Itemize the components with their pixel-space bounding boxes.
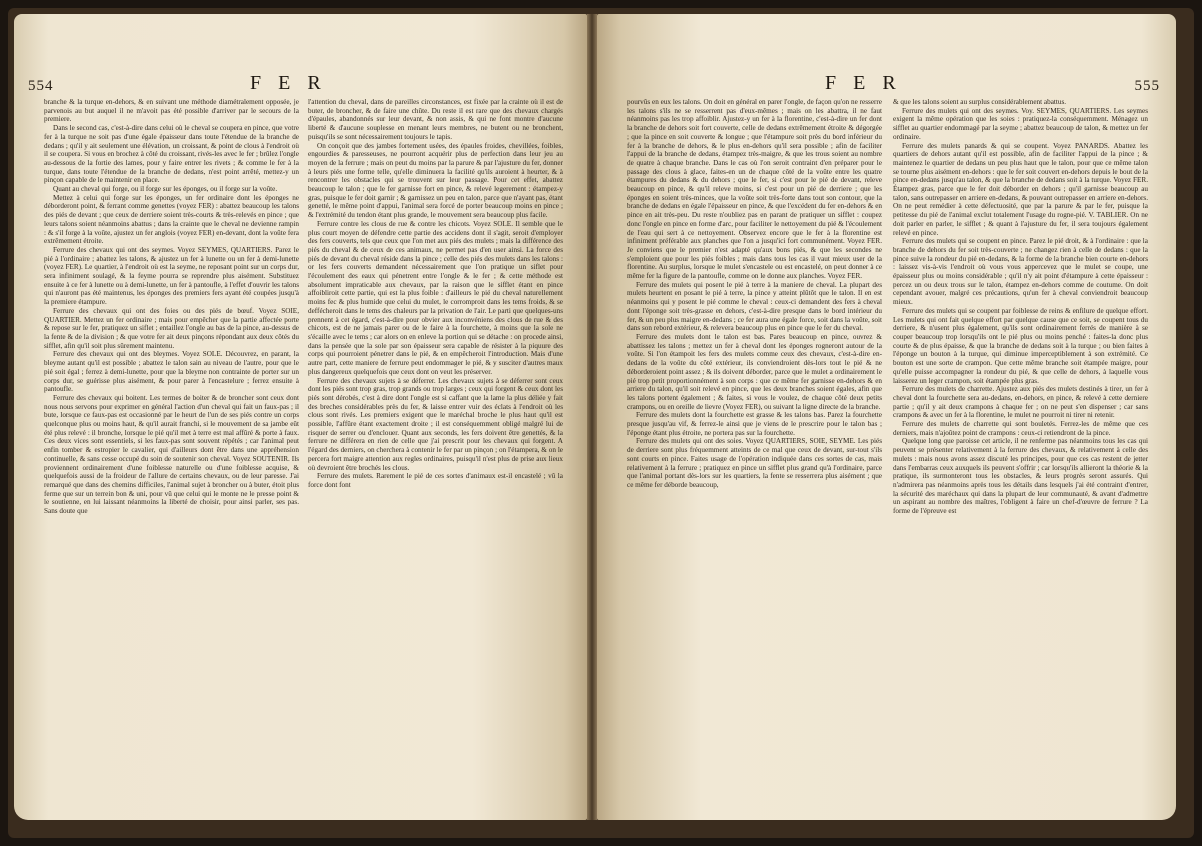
paragraph: Ferrure des mulets qui posent le pié à terre à la maniere de cheval. La plupart des mulets heurtent en posant le pié à terre, la pince y atteint plûtôt que le talon. Il en est néanmoins qui y posent le pié comme le cheval : ceux-ci demandent des fers à cheval dont l'éponge soit très-grasse en dehors, c'est-à-dire presque dans le bord intérieur du fer, & un peu plus maigre en-dedans ; ce fer aura une égale force, soit dans la voûte, soit dans son rebord extérieur, & relevera beaucoup plus en pince que le fer du cheval.	[627, 280, 882, 333]
paragraph: l'attention du cheval, dans de pareilles circonstances, est fixée par la crainte où il est de buter, de broncher, & de faire une chûte. Du reste il est rare que des chevaux chargés d'épaules, abandonnés sur leur devant, & non assis, & qui ne font montre d'aucune liberté & d'aucune souplesse en menant leurs membres, ne butent ou ne bronchent, puisqu'ils se sont nécessairement toujours le tapis.	[308, 98, 563, 141]
paragraph: Quelque long que paroisse cet article, il ne renferme pas néanmoins tous les cas qui peuvent se présenter relativement à la ferrure des chevaux, & relativement à celle des mulets : mais nous avons assez discuté les principes, pour que ces cas restent de jetter dans l'embarras ceux auxquels ils peuvent s'offrir ; car lorsqu'ils allieront la théorie & la pratique, ils surmonteront tous les obstacles, & leurs progrès seront assurés. Qui n'admirera pas néanmoins après tous les détails dans lesquels j'ai été contraint d'entrer, la sécurité des maréchaux qui dans la plupart de leur communauté, & avant d'admettre un aspirant au nombre des maîtres, l'obligent à faire un chef-d'œuvre de ferrure ? La forme de l'épreuve est	[893, 437, 1148, 516]
paragraph: On conçoit que des jambes fortement usées, des épaules froides, chevillées, foibles, engourdies & paresseuses, ne pourront acquérir plus de perfection dans leur jeu au moyen de la ferrure ; mais on peut du moins par la parure & par l'ajusture du fer, donner à leurs piés une forme telle, qu'elle diminuera la facilité qu'ils auroient à heurter, & à rencontrer les obstacles qui se trouvent sur leur passage. Pour cet effet, abattez beaucoup le talon ; que le fer garnisse fort en pince, & relevé legerement : étampez-y gras, puisque le fer doit garnir ; & garnissez un peu en talon, parce que n'ayant pas, étant genetté, le même point d'appui, l'animal sera forcé de porter beaucoup moins en pince ; & l'extrémité du tendon étant plus grande, le mouvement sera beaucoup plus facile.	[308, 141, 563, 220]
paragraph: Ferrure des mulets panards & qui se coupent. Voyez PANARDS. Abattez les quartiers de dehors autant qu'il est possible, afin de faciliter l'appui de la pince ; & maintenez le quartier de dedans un peu plus haut que le talon, pour que ce même talon se tourne plus aisément en-dehors : que le fer soit couvert en-dehors depuis le bout de la pince en-dedans jusqu'au talon, & que la branche de dedans soit à la turque. Voyez FER. Étampez gras, parce que le fer doit déborder en dehors ; qu'il garnisse beaucoup au talon, sans outrepasser en arriere en-dedans, & pouvant outrepasser en arriere en-dehors. On ne peut remédier à cette défectuosité, que par la parure & par le fer, puisque la petitesse du pié de l'animal exclut totalement l'usage du rogne-pié. V. TABLIER. On ne doit parler en parler, le sifflet ; & quant à l'ajusture du fer, il sera toujours également relevé en pince.	[893, 141, 1148, 237]
text-column-1	[627, 98, 882, 810]
running-head: F E R	[825, 72, 902, 94]
paragraph: Dans le second cas, c'est-à-dire dans celui où le cheval se coupera en pince, que votre fer à la turque ne soit pas d'une égale épaisseur dans toute l'étendue de la branche de dedans ; qu'il y ait seulement une élévation, un croissant, & point de clous à l'endroit où il se coupera. Si vous en brochez à côté du croissant, rivés-les avec le fer ; brûlez l'ongle au-dessous de la fortie des lames, pour y faire entrer les rivets ; & comme le fer à la turque, dans toute l'étendue de la branche de dedans, n'est point arrêté, mettez-y un pinçon capable de le maintenir en place.	[44, 124, 299, 185]
book-gutter	[587, 14, 597, 820]
text-column-1	[44, 98, 299, 810]
paragraph: Ferrure des mulets dont le talon est bas. Pares beaucoup en pince, ouvrez & abattissez les talons ; mettez un fer à cheval dont les éponges rogneront autour de la voûte. Si l'on étampoit les fers des mulets comme ceux des chevaux, c'est-à-dire en-dedans de la voûte du côté extérieur, ils conviendroient dès-lors tout le pié & ne déborderoient point assez ; & ils doivent déborder, parce que le mulet a ordinairement le pié trop petit proportionnément à son corps : que ce même fer garnisse en-dehors & en arriere du talon, qu'il soit relevé en pince, que les deux branches soient égales, afin que les talons portent également ; & faites, si vous le voulez, de chaque côté deux petits crampons, ou en oreille de lievre (Voyez FER), ou suivant la ligne directe de la branche.	[627, 332, 882, 411]
paragraph: Ferrure des mulets de charrette qui sont bouletés. Ferrez-les de même que ces derniers, mais n'ajoûtez point de crampons : ceux-ci retiendront de la pince.	[893, 420, 1148, 437]
paragraph: Ferrure des mulets qui se coupent par foiblesse de reins & enfilure de quelque effort. Les mulets qui ont fait quelque effort par quelque cause que ce soit, se coupent tous du derriere, & n'usent plus également, qu'ils sont ordinairement ferrés de manière à se couper beaucoup trop lorsqu'ils ont le pié plus ou moins penché : faites-la donc plus courte & de plus épaisse, & que la branche de dedans soit à la turque ; ou bien faites à l'éponge un bouton à la turque, qui diminue imperceptiblement à son extrémité. Ce bouton est une sorte de crampon. Que cette même branche soit étampée maigre, pour qu'elle puisse accompagner la rondeur du pié, & que celle de dehors, à laquelle vous laisserez un leger crampon, soit étampée plus gras.	[893, 306, 1148, 385]
running-head: F E R	[250, 72, 327, 94]
paragraph: Ferrure contre les clous de rue & contre les chicots. Voyez SOLE. Il semble que le plus court moyen de défendre cette partie des accidens dont il s'agit, seroit d'employer des fers couverts, tels que ceux que l'on met aux piés des mulets ; mais la différence des piés du cheval & de ceux de ces animaux, ne permet pas d'en user ainsi. La force des piés de devant du cheval réside dans la pince ; celle des piés des mulets dans les talons : or les fers couverts demandent nécessairement que l'on pratique un siflet pour l'écoulement des eaux qui pénetrent entre l'ongle & le fer ; & cette méthode est absolument impraticable aux chevaux, par la raison que le sifflet étant en pince affoibliroit cette partie, qui est la plus foible : d'ailleurs le pié du cheval naturellement moins fec & plus humide que celui du mulet, le corromproit dans les tems froids, & se deffécheroit dans le tems des chaleurs par la privation de l'air. Le parti que quelques-uns prennent à cet égard, c'est-à-dire pour obvier aux inconvéniens des clous de rue & des chicots, est de ne jamais parer ou de le faire à la fourchette, à moins que la sole ne s'écaille avec le tems ; car alors on en enleve la portion qui se détache : on procede ainsi, dans la pensée que la sole par son épaisseur sera capable de résister à la piquure des corps qui pourroient pénetrer dans le pié, & en empêcheroit l'introduction. Mais d'une autre part, cette maniere de ferrure peut endommager le pié, & y susciter d'autres maux plus dangereux quelquefois que ceux dont on veut les préserver.	[308, 219, 563, 376]
paragraph: branche & la turque en-dehors, & en suivant une méthode diamétralement opposée, je parvenois au but auquel il ne m'avoit pas été possible d'arriver par le secours de la premiere.	[44, 98, 299, 124]
paragraph: & que les talons soient au surplus considérablement abattus.	[893, 98, 1067, 106]
paragraph: Ferrure des mulets dont la fourchette est grasse & les talons bas. Parez la fourchette presque jusqu'au vif, & ferrez-le ainsi que je viens de le prescrire pour le talon bas ; l'éponge étant plus étroite, ne portera pas sur la fourchette.	[627, 411, 882, 437]
paragraph: Ferrure des chevaux sujets à se déferrer. Les chevaux sujets à se déferrer sont ceux dont les piés sont trop gras, trop grands ou trop larges ; ceux qui forgent & ceux dont les piés sont dérobés, c'est à dire dont l'ongle est si caffant que la lame la plus déliée y fait des breches considérables près du fer, & laisse entrer vuir des éclats à l'endroit où les clous sont rivés. Les premiers exigent que le maréchal broche le plus haut qu'il est possible, l'affûre étant exactement droite ; il est conséquemment obligé malgré lui de risquer de serrer ou d'enclouer. Quant aux seconds, les fers doivent être genettés, & la ferrure ne différera en rien de celle que j'ai prescrit pour les chevaux qui forgent. A l'égard des derniers, on cherchera à contenir le fer par un pinçon ; on l'étampera, & on le percera fort maigre attention aux regles ordinaires, puisqu'il n'est plus de prise aux lieux où devroient être brochés les clous.	[308, 376, 563, 472]
page-number: 554	[28, 78, 54, 94]
paragraph: Ferrure des mulets qui ont des soies. Voyez QUARTIERS, SOIE, SEYME. Les piés de derriere sont plus fréquemment atteints de ce mal que ceux de devant, sur-tout s'ils sont courts en pince. Faites usage de l'opération indiquée dans ces sortes de cas, mais relativement à la ferrure ; pratiquez en pince un sifflet plus grand qu'à l'ordinaire, parce que l'animal portant dès-lors sur les quartiers, la fente se resserrera plus aisément ; que ce même fer déborde beaucoup,	[627, 437, 882, 489]
left-page	[14, 14, 587, 820]
paragraph: Ferrure des chevaux qui ont des bleymes. Voyez SOLE. Découvrez, en parant, la bleyme autant qu'il est possible ; abattez le talon sain au niveau de l'autre, pour que le pié soit égal ; ferrez à demi-lunette, pour que la bleyme non contrainte de porter sur un corps dur, se guérisse plus aisément, & pour parer à l'encastelure ; ferrez ensuite à pantoufle.	[44, 350, 299, 394]
paragraph: Mettez à celui qui forge sur les éponges, un fer ordinaire dont les éponges ne déborderont point, & ferrant comme genettes (voyez FER) : abattez beaucoup les talons des piés de devant ; que ceux de derriere soient très-courts & très-relevés en pince ; que leurs talons soient néanmoins abattus ; dans la crainte que le cheval ne devienne rampin : & s'il forge à la voûte, ajustez un fer anglois (voyez FER) en-devant, dont la voûte fera extrêmement étroite.	[44, 193, 299, 246]
paragraph: Ferrure des chevaux qui ont des seymes. Voyez SEYMES, QUARTIERS. Parez le pié à l'ordinaire ; abattez les talons, & ajustez un fer à lunette ou un fer à demi-lunette (voyez FER). Le quartier, à l'endroit où est la seyme, ne reposant point sur un corps dur, sera infiniment soulagé, & la feyme pourra se reprendre plus aisément. Substituez ensuite à ce fer à lunette ou à demi-lunette, un fer à pantoufle, à l'effet d'ouvrir les talons qui n'auront pas été maintenus, les éponges des premiers fers ayant été coupées jusqu'à la premiere étampure.	[44, 245, 299, 307]
paragraph: Ferrure des chevaux qui ont des foies ou des piés de bœuf. Voyez SOIE, QUARTIER. Mettez un fer ordinaire ; mais pour empêcher que la partie affectée porte & repose sur le fer, pratiquez un siflet ; entaillez l'ongle au bas de la pince, au-dessus de la fente & de la division ; & que votre fer ait deux pinçons répondant aux deux côtés du sifflet, afin qu'il soit plus sûrement maintenu.	[44, 306, 299, 350]
paragraph: Ferrure des chevaux qui boitent. Les termes de boiter & de broncher sont ceux dont nous nous servons pour exprimer en général l'action d'un cheval qui fait un faux-pas ; il bute, lorsque ce faux-pas est occasionné par le heurt de l'un de ses piés contre un corps quelconque plus ou moins haut, & qu'il aurait franchi, si le mouvement de sa jambe eût été plus relevé : il bronche, lorsque le pié qu'il met à terre est mal affûré & porte à faux. Ces deux vices sont essentiels, si les faux-pas sont souvent répétés ; car l'animal peut enfin tomber & estropier le cavalier, qui d'ailleurs dont être dans une appréhension continuelle, & sans cesse occupé du soin de soutenir son cheval. Voyez SOUTENIR. Ils proviennent ordinairement d'une foiblesse naturelle ou d'une foiblesse acquise, & quelquefois aussi de la froideur de l'allure de certains chevaux, ou de leur paresse. J'ai remarqué que dans des chemins difficiles, l'animal sujet à broncher ou à buter, étoit plus ferme que sur un terrein bon & uni, pour vû que celui qui le monte ne le presse point & le soutienne, en lui laissant néanmoins la liberté de choisir, pour ainsi parler, ses pas. Sans doute que	[44, 393, 299, 516]
paragraph: Ferrure des mulets qui ont des seymes. Voy. SEYMES, QUARTIERS. Les seymes exigent la même opération que les soies : pratiquez-la conséquemment. Ménagez un sifflet au quartier endommagé par la seyme ; abattez beaucoup de talon, & mettez un fer ordinaire.	[893, 106, 1148, 141]
paragraph: Ferrure des mulets qui se coupent en pince. Parez le pié droit, & à l'ordinaire : que la branche de dehors du fer soit très-couverte ; ne changez rien à celle de dedans : que la pince suive la rondeur du pié en-dedans, & la forme de la branche bien courte en-dehors : laissez vis-à-vis l'endroit où vous vous appercevez que le mulet se coupe, une épaisseur plus ou moins considérable ; qu'il n'y ait point d'étampure à cette épaisseur : percez un ou deux trous sur le talon, étampez en-dehors comme de coutume. On doit cependant avouer, malgré ces précautions, qu'un fer à cheval conviendroit beaucoup mieux.	[893, 237, 1148, 307]
right-page	[597, 14, 1176, 820]
page-number: 555	[1134, 78, 1160, 94]
paragraph: Quant au cheval qui forge, ou il forge sur les éponges, ou il forge sur la voûte.	[53, 185, 278, 194]
text-column-2	[893, 98, 1148, 810]
text-column-2	[308, 98, 563, 810]
paragraph: Ferrure des mulets. Rarement le pié de ces sortes d'animaux est-il encastelé ; vû la force dont font	[308, 472, 563, 489]
paragraph: Ferrure des mulets de charrette. Ajustez aux piés des mulets destinés à tirer, un fer à cheval dont la fourchette sera au-dedans, en-dehors, en pince, & relevé à cette derniere partie ; qu'il y ait deux crampons à chaque fer ; on ne peut s'en dispenser ; car sans crampons & avec un fer à la florentine, le mulet ne pourroit ni tirer ni retenir.	[893, 385, 1148, 420]
paragraph: pourvûs en eux les talons. On doit en général en parer l'ongle, de façon qu'on ne resserre les talons s'ils ne se resserrent pas d'eux-mêmes ; mais on les abattra, il ne faut néanmoins pas les trop affoiblir. Ajustez-y un fer à la florentine, c'est-à-dire un fer dont la branche de dehors soit fort couverte, celle de dedans extrêmement étroite & dégorgée ; que la pince en soit couverte & longue ; que l'étampure soit près du bord inférieur du fer à la branche de dehors, & le plus en-dehors qu'il sera possible ; afin de faciliter l'appui de la branche de dedans, étampez très-maigre, & que les trous soient au nombre de quatre à chaque branche. Dans le cas où l'on seroit contraint d'en préparer pour le passage des clous à glace, faites-en un de chaque côté de la voûte entre les quatre étampures du dedans & du dehors ; que le fer, si c'est pour le pié de devant, releve beaucoup en pince, & qu'il releve moins, si c'est pour un pié de derriere ; que les éponges en soient très-minces, que la voûte soit très-forte dans tout son contour, que la branche de dedans en égale l'épaisseur en pince, & que l'excédent du fer en-dehors & en pince en ait très-peu. Du reste n'oubliez pas en parant de pratiquer un sifflet : coupez donc l'ongle en pince en forme d'arc, pour faciliter le nettoyement du pié & l'écoulement de l'eau qui sert à ce nettoyement. Observez encore que le fer à la florentine est infiniment préférable aux planches que l'on a jusqu'ici fort communément. Voyez FER. Je conviens que le premier n'est adapté qu'aux bons piés, & que les secondes ne s'emploient que pour les piés foibles ; mais dans tous les cas il vaut mieux user de la florentine. Au surplus, lorsque le mulet s'encastele ou est encastelé, on peut donner à ce même fer la figure de la pantoufle, comme on le donne aux planches. Voyez FER.	[627, 98, 882, 281]
